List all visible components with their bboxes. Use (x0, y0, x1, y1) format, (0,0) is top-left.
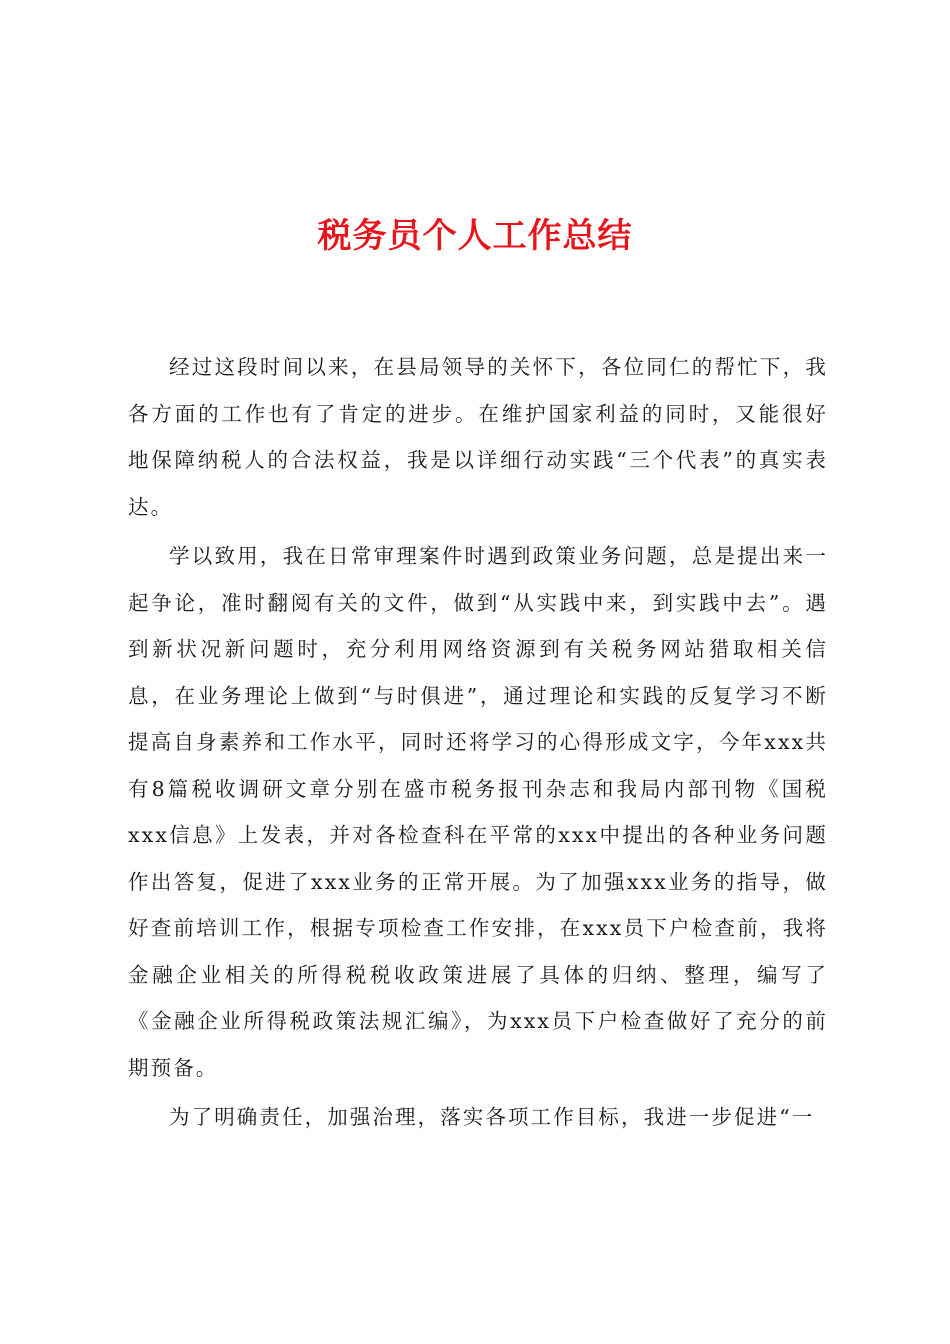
paragraph-1: 经过这段时间以来，在县局领导的关怀下，各位同仁的帮忙下，我各方面的工作也有了肯定的进步。在维护国家利益的同时，又能很好地保障纳税人的合法权益，我是以详细行动实践“三个代表”的真实表达。 (128, 355, 828, 519)
document-title: 税务员个人工作总结 (317, 216, 633, 256)
paragraph-3: 为了明确责任，加强治理，落实各项工作目标，我进一步促进“一 (169, 1105, 815, 1129)
paragraph-2: 学以致用，我在日常审理案件时遇到政策业务问题，总是提出来一起争论，准时翻阅有关的文件，做到“从实践中来，到实践中去”。遇到新状况新问题时，充分利用网络资源到有关税务网站猎取相关信息，在业务理论上做到“与时俱进”，通过理论和实践的反复学习不断提高自身素养和工作水平，同时还将学习的心得形成文字，今年xxx共有8篇税收调研文章分别在盛市税务报刊杂志和我局内部刊物《国税xxx信息》上发表，并对各检查科在平常的xxx中提出的各种业务问题作出答复，促进了xxx业务的正常开展。为了加强xxx业务的指导，做好查前培训工作，根据专项检查工作安排，在xxx员下户检查前，我将金融企业相关的所得税税收政策进展了具体的归纳、整理，编写了《金融企业所得税政策法规汇编》，为xxx员下户检查做好了充分的前期预备。 (128, 544, 828, 1080)
document-body (128, 344, 828, 1144)
